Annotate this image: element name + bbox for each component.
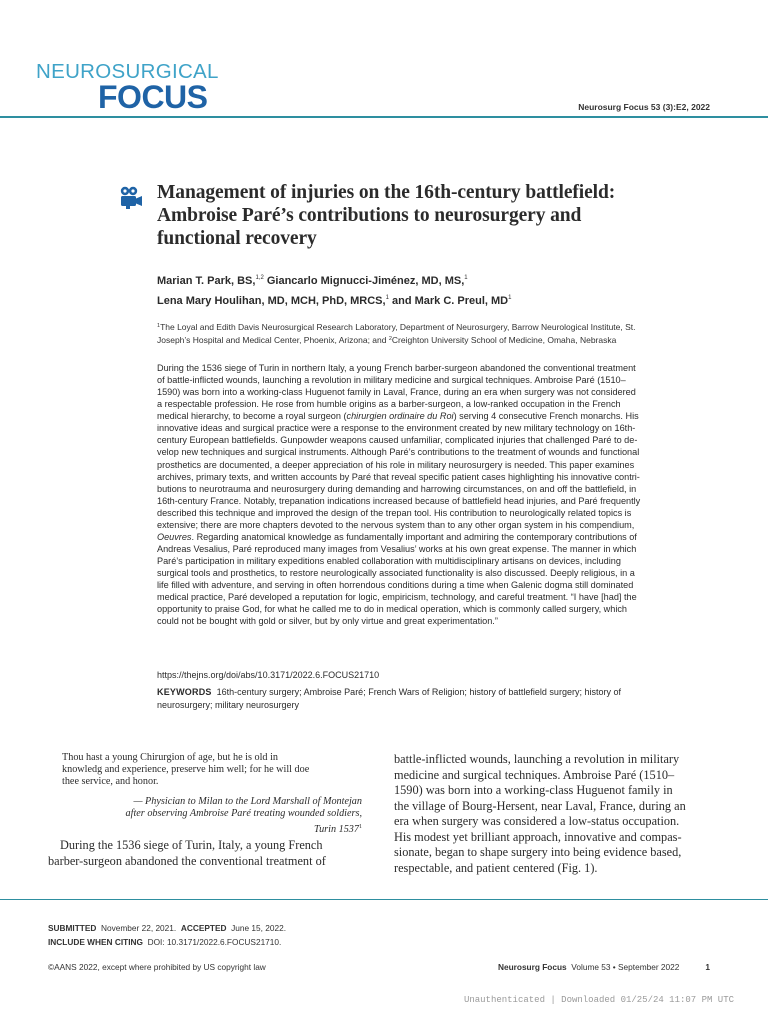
- abstract-line: butions to neurotrauma and neurosurgery during demanding and harrowing circumstances, on and off the battlefield, in: [157, 483, 637, 494]
- body-line: battle-inflicted wounds, launching a revolution in military: [394, 752, 680, 766]
- copyright-notice: ©AANS 2022, except where prohibited by US copyright law: [48, 962, 266, 972]
- title-line: Ambroise Paré’s contributions to neurosurgery and: [157, 205, 582, 226]
- author-name[interactable]: Lena Mary Houlihan, MD, MCH, PhD, MRCS,: [157, 295, 386, 307]
- epigraph-quote: [62, 752, 362, 789]
- logo-bottom-text: FOCUS: [98, 79, 208, 115]
- article-title: [157, 181, 717, 250]
- abstract-line: velop new techniques and surgical instruments. Although Paré’s contributions to the treatment of wounds and functional: [157, 447, 640, 458]
- abstract-line: 16th-century France. Notably, trepanation indications increased because of battlefield head injuries, and Paré frequently: [157, 495, 641, 506]
- abstract-line: of battle-inflicted wounds, launching a revolution in military medicine and surgical techniques. Ambroise Paré (1510–: [157, 375, 626, 386]
- header-divider: [0, 116, 768, 118]
- body-line: sionate, began to shape surgery into being evidence based,: [394, 845, 682, 859]
- attribution-line: — Physician to Milan to the Lord Marshall of Montejan: [133, 796, 362, 807]
- abstract-line: During the 1536 siege of Turin in northern Italy, a young French barber-surgeon abandoned the conventional treatment: [157, 363, 636, 373]
- accepted-date: June 15, 2022.: [231, 923, 287, 933]
- title-line: Management of injuries on the 16th-century battlefield:: [157, 182, 616, 203]
- doi-link[interactable]: https://thejns.org/doi/abs/10.3171/2022.6.FOCUS21710: [157, 670, 380, 680]
- affil-mark: 1: [157, 323, 161, 329]
- abstract-line: Andreas Vesalius, Paré reproduced many images from Vesalius’ works at his own great expense. The manner in which: [157, 543, 637, 554]
- abstract-line: innovative ideas and surgical practice were a response to the environment created by new military technology on 16th-: [157, 423, 636, 434]
- abstract-line: opportunity to praise God, for what he called me to do in medical operation, which is commonly called surgery, which: [157, 604, 627, 615]
- author-name[interactable]: and Mark C. Preul, MD: [388, 295, 509, 307]
- logo-top-text: NEUROSURGICAL: [36, 60, 219, 83]
- abstract-line: Oeuvres. Regarding anatomical knowledge as fundamentally important and admiring the contemporary contributions of: [157, 531, 637, 542]
- footer-volume: Volume 53 • September 2022: [571, 962, 680, 972]
- abstract-line: medical practice, Paré developed a reputation for logic, empiricism, technology, and careful treatment. “I have [had] the: [157, 592, 637, 603]
- author-list: [157, 270, 717, 310]
- abstract-line: century European battlefields. Gunpowder weapons caused unfamiliar, complicated injuries that challenged Paré to de-: [157, 435, 638, 446]
- abstract-line: prosthetics are documented, a deeper appreciation of his role in military neurosurgery is needed. This paper examines: [157, 459, 635, 470]
- affil-mark: 2: [388, 336, 392, 343]
- attribution-text: Turin 1537: [313, 823, 359, 835]
- body-line: His modest yet brilliant approach, innovative and compas-: [394, 829, 682, 844]
- author-name[interactable]: Giancarlo Mignucci-Jiménez, MD, MS,: [263, 275, 465, 287]
- abstract-line: described this technique and improved the design of the trepan tool. His contribution to neurologically related topics is: [157, 507, 632, 518]
- abstract-line: 1590) was born into a working-class Huguenot family in Laval, France, during an era when surgery was not considered: [157, 387, 636, 398]
- author-name[interactable]: Marian T. Park, BS,: [157, 275, 256, 287]
- cite-label: INCLUDE WHEN CITING: [48, 936, 143, 947]
- abstract-line: archives, primary texts, and written accounts by Paré that reveal specific patient cases highlighting his innovative contri-: [157, 471, 640, 482]
- keywords-label: KEYWORDS: [157, 687, 212, 697]
- submitted-date: November 22, 2021.: [101, 923, 177, 933]
- body-line: During the 1536 siege of Turin, Italy, a young French: [60, 838, 323, 852]
- epigraph-line: thee service, and honor.: [62, 776, 159, 788]
- abstract-line: Paré’s participation in military expeditions enabled collaboration with multidisciplinary artisans on devices, including: [157, 556, 621, 566]
- epigraph-line: Thou hast a young Chirurgion of age, but he is old in: [62, 752, 278, 763]
- attribution-line: [62, 821, 362, 836]
- affil-text: The Loyal and Edith Davis Neurosurgical Research Laboratory, Department of Neurosurgery, Barrow Neurological Institute, St.: [160, 322, 636, 332]
- author-line: [157, 290, 717, 310]
- submitted-label: SUBMITTED: [48, 923, 97, 933]
- epigraph-line: knowledg and experience, preserve him well; for he will doe: [62, 764, 310, 776]
- keywords-text: 16th-century surgery; Ambroise Paré; French Wars of Religion; history of battlefield surgery; history of: [216, 687, 621, 697]
- body-left-column: [48, 838, 363, 869]
- author-affil-mark: 1: [508, 295, 512, 301]
- journal-logo: [36, 60, 219, 115]
- footer-divider: [0, 899, 768, 900]
- epigraph-attribution: [62, 796, 362, 836]
- attribution-line: after observing Ambroise Paré treating wounded soldiers,: [125, 808, 362, 820]
- author-affil-mark: 1: [385, 295, 389, 301]
- body-right-column: [394, 752, 712, 876]
- abstract-line: could not be bought with gold or silver, but by only virtue and great experimentation.”: [157, 616, 498, 627]
- keywords: [157, 686, 709, 712]
- footer-journal-info: [498, 962, 710, 972]
- body-line: barber-surgeon abandoned the conventional treatment of: [48, 853, 326, 868]
- abstract-line: medical hierarchy, to become a royal surgeon (chirurgien ordinaire du Roi) serving 4 consecutive French monarchs. His: [157, 411, 639, 422]
- abstract-line: a respectable profession. He rose from humble origins as a barber-surgeon, a low-ranked occupation in the French: [157, 399, 621, 410]
- abstract-line: extensive; there are more chapters devoted to the nervous system than to any other organ system in his compendium,: [157, 519, 635, 530]
- accepted-label: ACCEPTED: [180, 923, 227, 933]
- cite-doi: DOI: 10.3171/2022.6.FOCUS21710.: [147, 936, 282, 947]
- download-watermark: Unauthenticated | Downloaded 01/25/24 11:07 PM UTC: [463, 995, 734, 1005]
- footer-journal: Neurosurg Focus: [497, 962, 567, 972]
- video-camera-icon[interactable]: [118, 184, 144, 210]
- body-line: medicine and surgical techniques. Ambroise Paré (1510–: [394, 767, 675, 782]
- title-line: functional recovery: [157, 228, 317, 249]
- body-line: era when surgery was considered a low-status occupation.: [394, 814, 680, 828]
- italic-term: chirurgien ordinaire du Roi: [346, 411, 454, 422]
- author-affil-mark: 1: [464, 275, 468, 281]
- abstract: [157, 362, 709, 627]
- body-line: 1590) was born into a working-class Huguenot family in: [394, 783, 673, 797]
- italic-term: Oeuvres: [157, 531, 192, 542]
- reference-mark[interactable]: 1: [359, 823, 362, 830]
- author-affil-mark: 1,2: [255, 275, 264, 281]
- abstract-line: surgical tools and prosthetics, to restore neurologically associated functionality is also discussed. Deeply religious, in a: [157, 568, 635, 579]
- author-line: [157, 270, 717, 290]
- keywords-text: neurosurgery; military neurosurgery: [157, 700, 300, 710]
- header-citation: Neurosurg Focus 53 (3):E2, 2022: [578, 102, 710, 112]
- submission-info: [48, 922, 286, 949]
- abstract-line: life filled with adventure, and serving in often horrendous conditions during a time when Galenic dogma still dominated: [157, 580, 634, 591]
- affiliations: [157, 320, 717, 347]
- body-line: the village of Bourg-Hersent, near Laval, France, during an: [394, 798, 686, 813]
- affil-text: Joseph’s Hospital and Medical Center, Phoenix, Arizona; and: [157, 335, 389, 346]
- page-number: 1: [705, 962, 710, 972]
- affil-text: Creighton University School of Medicine, Omaha, Nebraska: [391, 335, 617, 346]
- body-line: respectable, and patient centered (Fig. 1).: [394, 860, 598, 875]
